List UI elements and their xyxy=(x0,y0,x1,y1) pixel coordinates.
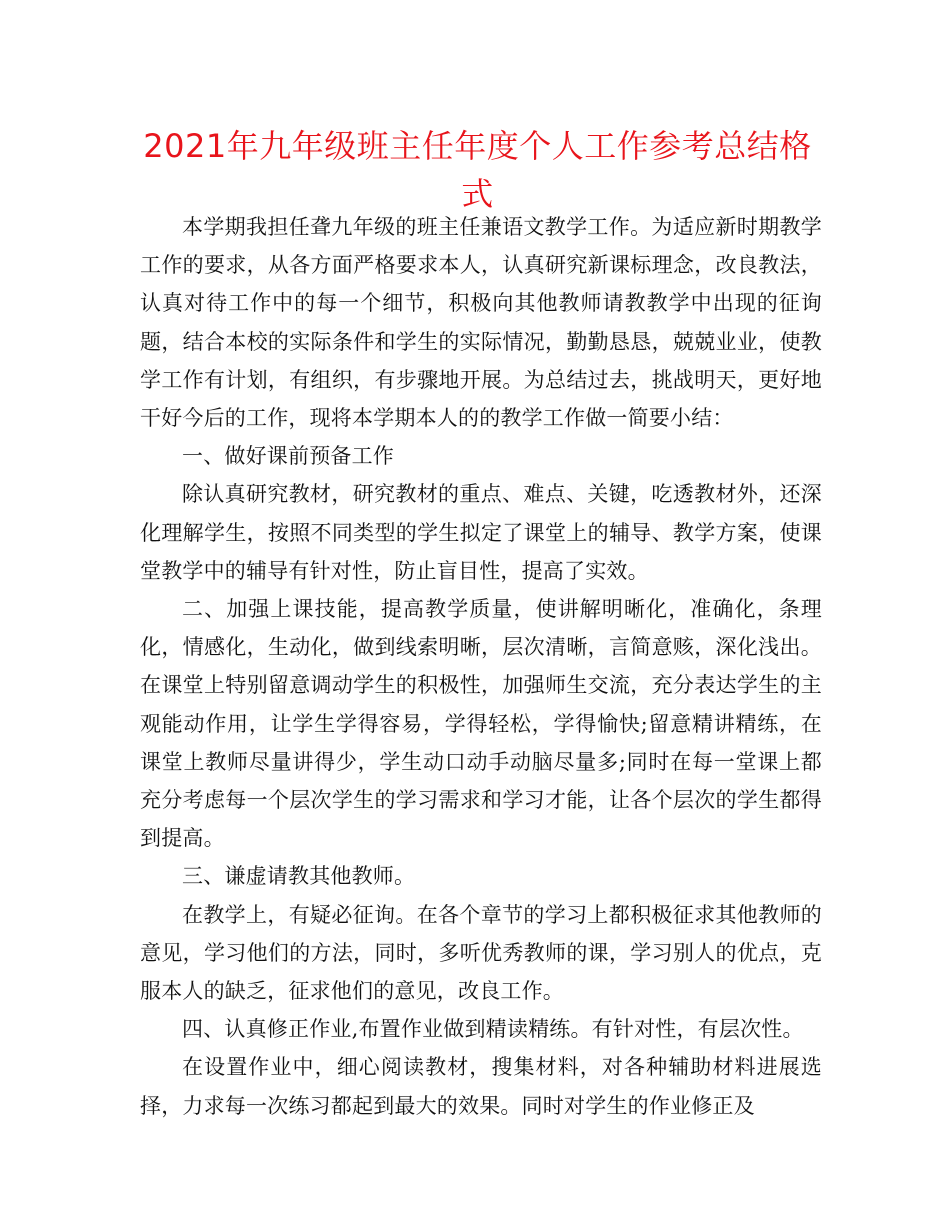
intro-paragraph: 本学期我担任聋九年级的班主任兼语文教学工作。为适应新时期教学工作的要求，从各方面严格要求本人，认真研究新课标理念，改良教法，认真对待工作中的每一个细节，积极向其他教师请教教学中出现的征询题，结合本校的实际条件和学生的实际情况，勤勤恳恳，兢兢业业，使教学工作有计划，有组织，有步骤地开展。为总结过去，挑战明天，更好地干好今后的工作，现将本学期本人的的教学工作做一简要小结： xyxy=(140,215,822,431)
homework-paragraph: 在设置作业中，细心阅读教材，搜集材料，对各种辅助材料进展选择，力求每一次练习都起到最大的效果。同时对学生的作业修正及 xyxy=(140,1055,822,1118)
document-title: 2021年九年级班主任年度个人工作参考总结格式 xyxy=(143,127,812,213)
section-heading-homework: 四、认真修正作业,布置作业做到精读精练。有针对性，有层次性。 xyxy=(182,1017,804,1042)
section-heading-consult: 三、谦虚请教其他教师。 xyxy=(182,864,416,889)
preparation-paragraph: 除认真研究教材，研究教材的重点、难点、关键，吃透教材外，还深化理解学生，按照不同类型的学生拟定了课堂上的辅导、教学方案，使课堂教学中的辅导有针对性，防止盲目性，提高了实效。 xyxy=(140,482,822,583)
teaching-skills-paragraph: 二、加强上课技能，提高教学质量，使讲解明晰化，准确化，条理化，情感化，生动化，做到线索明晰，层次清晰，言简意赅，深化浅出。在课堂上特别留意调动学生的积极性，加强师生交流，充分表达学生的主观能动作用，让学生学得容易，学得轻松，学得愉快;留意精讲精练，在课堂上教师尽量讲得少，学生动口动手动脑尽量多;同时在每一堂课上都充分考虑每一个层次学生的学习需求和学习才能，让各个层次的学生都得到提高。 xyxy=(140,597,822,851)
document-body xyxy=(140,208,822,1125)
consult-paragraph: 在教学上，有疑必征询。在各个章节的学习上都积极征求其他教师的意见，学习他们的方法，同时，多听优秀教师的课，学习别人的优点，克服本人的缺乏，征求他们的意见，改良工作。 xyxy=(140,902,822,1004)
section-heading-preparation: 一、做好课前预备工作 xyxy=(182,444,394,469)
